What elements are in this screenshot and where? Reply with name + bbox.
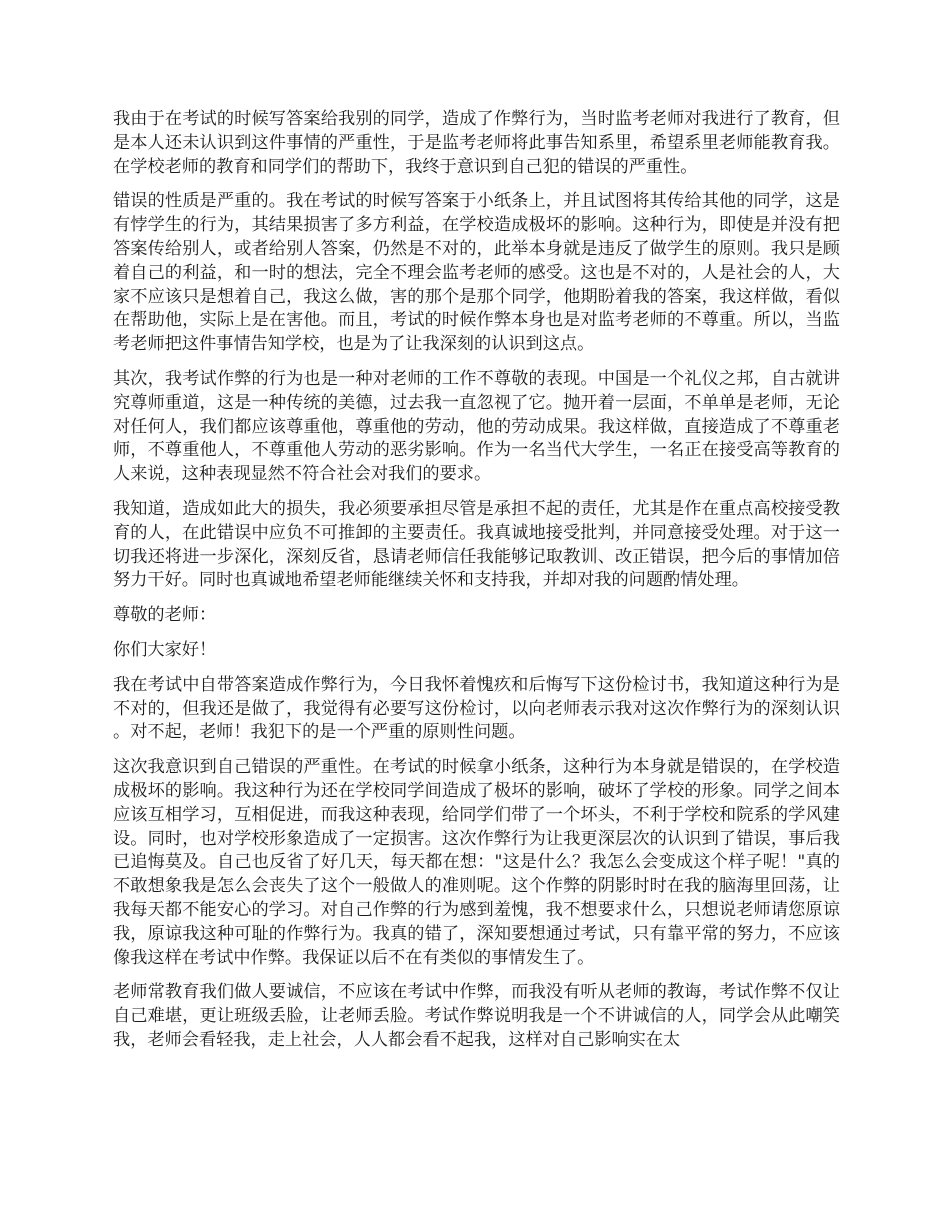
paragraph-1: 我由于在考试的时候写答案给我别的同学，造成了作弊行为，当时监考老师对我进行了教育，但是本人还未认识到这件事情的严重性，于是监考老师将此事告知系里，希望系里老师能教育我。在学校老师的教育和同学们的帮助下，我终于意识到自己犯的错误的严重性。: [113, 109, 840, 177]
paragraph-7: 老师常教育我们做人要诚信，不应该在考试中作弊，而我没有听从老师的教诲，考试作弊不仅让自己难堪，更让班级丢脸，让老师丢脸。考试作弊说明我是一个不讲诚信的人，同学会从此嘲笑我，老师会看轻我，走上社会，人人都会看不起我，这样对自己影响实在太: [113, 982, 840, 1050]
salutation: 尊敬的老师：: [113, 605, 217, 626]
paragraph-3: 其次，我考试作弊的行为也是一种对老师的工作不尊敬的表现。中国是一个礼仪之邦，自古就讲究尊师重道，这是一种传统的美德，过去我一直忽视了它。抛开着一层面，不单单是老师，无论对任何人，我们都应该尊重他，尊重他的劳动，他的劳动成果。我这样做，直接造成了不尊重老师，不尊重他人，不尊重他人劳动的恶劣影响。作为一名当代大学生，一名正在接受高等教育的人来说，这种表现显然不符合社会对我们的要求。: [113, 368, 840, 485]
document-body: [113, 108, 840, 1064]
paragraph-5: 我在考试中自带答案造成作弊行为，今日我怀着愧疚和后悔写下这份检讨书，我知道这种行为是不对的，但我还是做了，我觉得有必要写这份检讨，以向老师表示我对这次作弊行为的深刻认识。对不起，老师！我犯下的是一个严重的原则性问题。: [113, 674, 840, 743]
greeting: 你们大家好！: [113, 639, 217, 660]
paragraph-2: 错误的性质是严重的。我在考试的时候写答案于小纸条上，并且试图将其传给其他的同学，这是有悖学生的行为，其结果损害了多方利益，在学校造成极坏的影响。这种行为，即使是并没有把答案传给别人，或者给别人答案，仍然是不对的，此举本身就是违反了做学生的原则。我只是顾着自己的利益，和一时的想法，完全不理会监考老师的感受。这也是不对的，人是社会的人，大家不应该只是想着自己，我这么做，害的那个是那个同学，他期盼着我的答案，我这样做，看似在帮助他，实际上是在害他。而且，考试的时候作弊本身也是对监考老师的不尊重。所以，当监考老师把这件事情告知学校，也是为了让我深刻的认识到这点。: [113, 191, 840, 355]
paragraph-6: 这次我意识到自己错误的严重性。在考试的时候拿小纸条，这种行为本身就是错误的，在学校造成极坏的影响。我这种行为还在学校同学间造成了极坏的影响，破坏了学校的形象。同学之间本应该互相学习，互相促进，而我这种表现，给同学们带了一个坏头，不利于学校和院系的学风建设。同时，也对学校形象造成了一定损害。这次作弊行为让我更深层次的认识到了错误，事后我已追悔莫及。自己也反省了好几天，每天都在想："这是什么？我怎么会变成这个样子呢！"真的不敢想象我是怎么会丧失了这个一般做人的准则呢。这个作弊的阴影时时在我的脑海里回荡，让我每天都不能安心的学习。对自己作弊的行为感到羞愧，我不想要求什么，只想说老师请您原谅我，原谅我这种可耻的作弊行为。我真的错了，深知要想通过考试，只有靠平常的努力，不应该像我这样在考试中作弊。我保证以后不在有类似的事情发生了。: [113, 757, 840, 968]
paragraph-4: 我知道，造成如此大的损失，我必须要承担尽管是承担不起的责任，尤其是作在重点高校接受教育的人，在此错误中应负不可推卸的主要责任。我真诚地接受批判，并同意接受处理。对于这一切我还将进一步深化，深刻反省，恳请老师信任我能够记取教训、改正错误，把今后的事情加倍努力干好。同时也真诚地希望老师能继续关怀和支持我，并却对我的问题酌情处理。: [113, 498, 840, 591]
